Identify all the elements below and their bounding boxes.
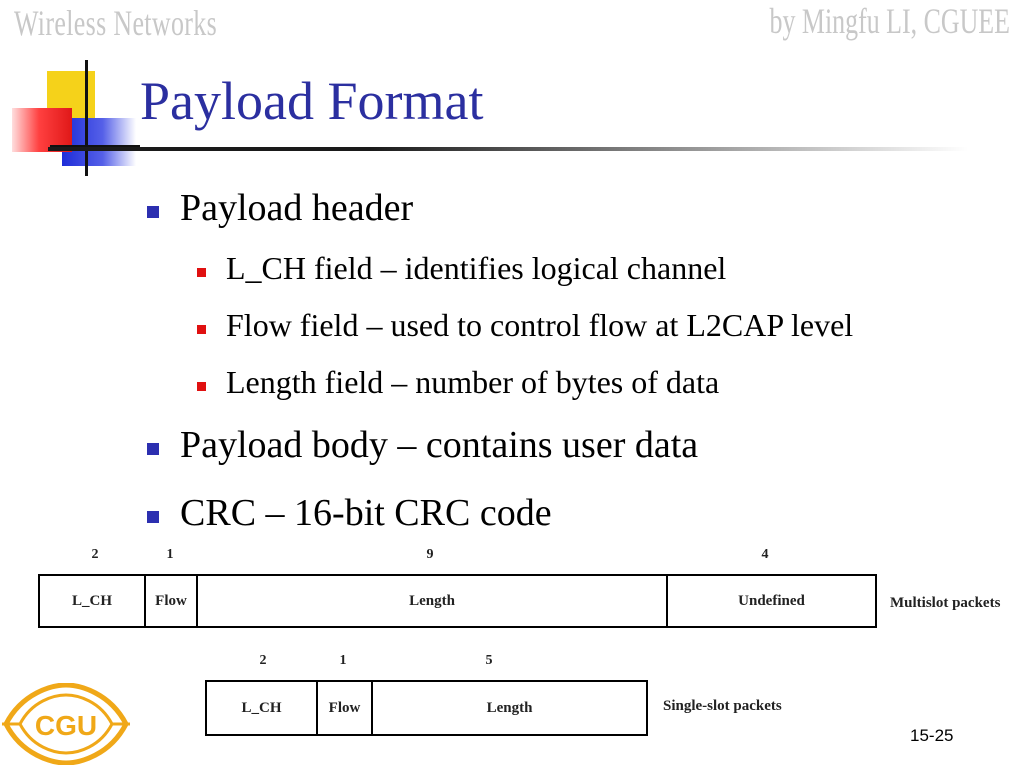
bits-label: 4 (761, 547, 769, 562)
field-flow: Flow (144, 574, 198, 628)
title-decoration (0, 50, 140, 180)
cgu-logo-graphic (2, 683, 130, 765)
bullet-crc: CRC – 16-bit CRC code (180, 492, 552, 534)
bits-label: 5 (485, 653, 493, 668)
field-undefined: Undefined (666, 574, 877, 628)
sub-bullet-flow: Flow field – used to control flow at L2CAP level (226, 307, 854, 343)
bits-label: 9 (426, 547, 434, 562)
bullet-payload-header: Payload header (180, 187, 414, 229)
field-length: Length (196, 574, 668, 628)
sub-bullet-marker (197, 382, 206, 391)
cgu-logo (2, 683, 130, 765)
bullet-marker (147, 206, 159, 218)
bits-label: 2 (259, 653, 267, 668)
bullet-marker (147, 511, 159, 523)
sub-bullet-marker (197, 325, 206, 334)
bits-label: 1 (166, 547, 174, 562)
field-lch: L_CH (205, 680, 318, 736)
sub-bullet-marker (197, 268, 206, 277)
bullet-payload-body: Payload body – contains user data (180, 424, 699, 466)
author-header: by Mingfu LI, CGUEE (769, 1, 1010, 41)
multislot-label: Multislot packets (890, 595, 1001, 611)
course-header: Wireless Networks (14, 3, 218, 43)
slide-title: Payload Format (140, 71, 484, 131)
bullet-marker (147, 443, 159, 455)
bits-label: 1 (339, 653, 347, 668)
field-flow: Flow (316, 680, 373, 736)
field-lch: L_CH (38, 574, 146, 628)
sub-bullet-length: Length field – number of bytes of data (226, 364, 720, 400)
sub-bullet-lch: L_CH field – identifies logical channel (226, 250, 727, 286)
singleslot-label: Single-slot packets (663, 698, 782, 714)
logo-text: CGU (34, 710, 98, 741)
slide-number: 15-25 (910, 726, 954, 745)
title-underline (48, 147, 968, 151)
field-length: Length (371, 680, 648, 736)
bits-label: 2 (91, 547, 99, 562)
